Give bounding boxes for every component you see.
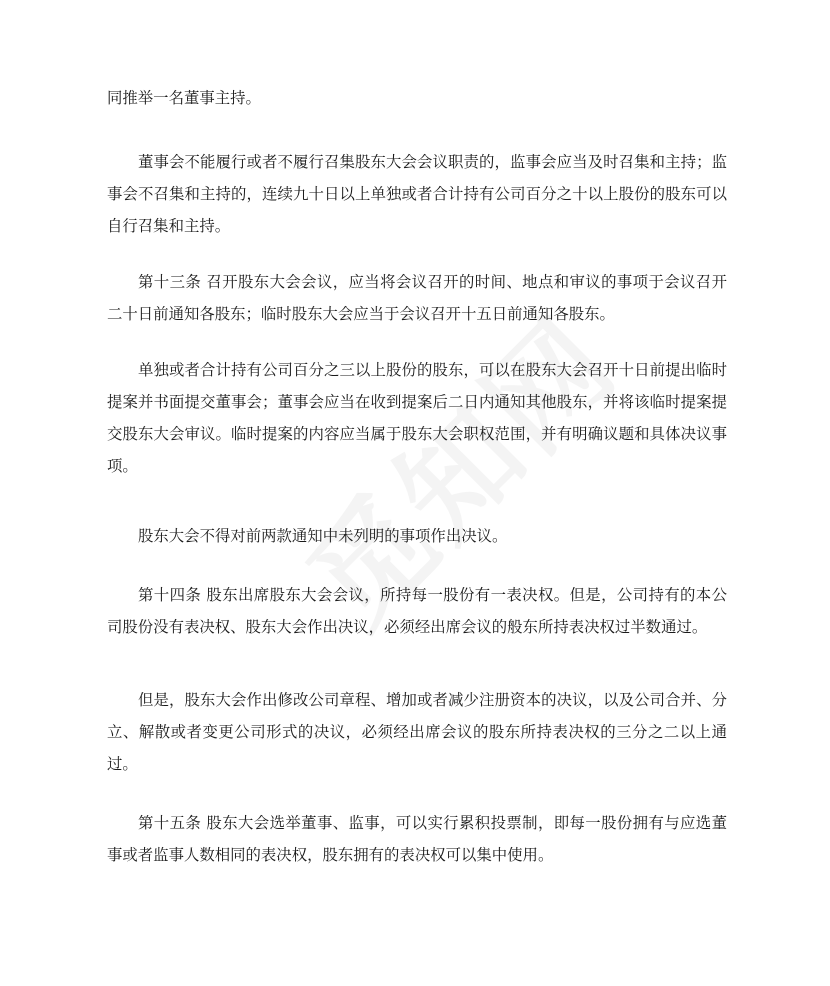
paragraph-temporary-proposal: 单独或者合计持有公司百分之三以上股份的股东，可以在股东大会召开十日前提出临时提案并书面提交董事会；董事会应当在收到提案后二日内通知其他股东，并将该临时提案提交股东大会审议。临时提案的内容应当属于股东大会职权范围，并有明确议题和具体决议事项。 bbox=[107, 361, 727, 475]
paragraph-no-unlisted-matters: 股东大会不得对前两款通知中未列明的事项作出决议。 bbox=[138, 527, 508, 545]
paragraph-supervisor-convene: 董事会不能履行或者不履行召集股东大会会议职责的，监事会应当及时召集和主持；监事会不召集和主持的，连续九十日以上单独或者合计持有公司百分之十以上股份的股东可以自行召集和主持。 bbox=[107, 153, 727, 235]
paragraph-article-14: 第十四条 股东出席股东大会会议，所持每一股份有一表决权。但是，公司持有的本公司股份没有表决权、股东大会作出决议，必须经出席会议的般东所持表决权过半数通过。 bbox=[107, 586, 727, 636]
paragraph-article-15: 第十五条 股东大会选举董事、监事，可以实行累积投票制，即每一股份拥有与应选董事或者监事人数相同的表决权，股东拥有的表决权可以集中使用。 bbox=[107, 814, 727, 864]
paragraph-article-13: 第十三条 召开股东大会会议，应当将会议召开的时间、地点和审议的事项于会议召开二十日前通知各股东；临时股东大会应当于会议召开十五日前通知各股东。 bbox=[107, 273, 727, 323]
paragraph-continuation: 同推举一名董事主持。 bbox=[107, 89, 261, 107]
paragraph-two-thirds-rule: 但是，股东大会作出修改公司章程、增加或者减少注册资本的决议，以及公司合并、分立、解散或者变更公司形式的决议，必须经出席会议的股东所持表决权的三分之二以上通过。 bbox=[107, 691, 727, 773]
